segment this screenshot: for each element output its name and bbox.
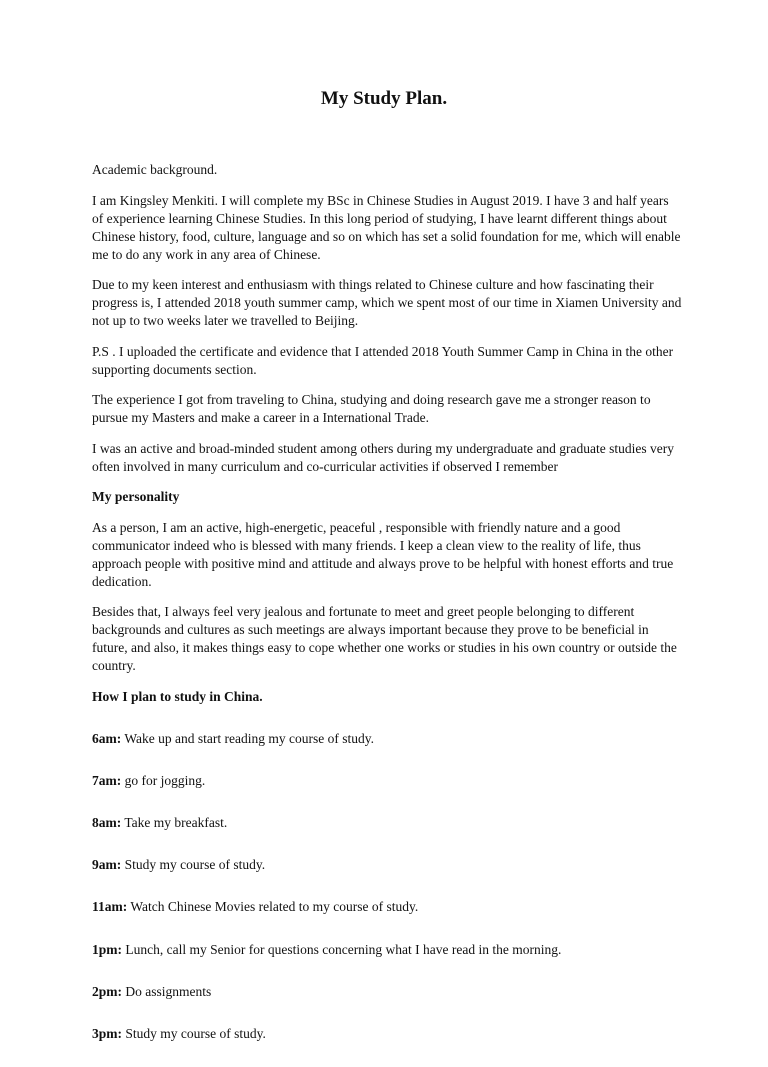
paragraph: P.S . I uploaded the certificate and evidence that I attended 2018 Youth Summer Camp in China in the other supporting documents section. [92,343,674,377]
section-heading-personality: My personality [92,489,180,504]
schedule-time: 11am: [92,899,128,915]
schedule-text: Study my course of study. [121,857,266,873]
schedule-text: Lunch, call my Senior for questions concerning what I have read in the morning. [122,941,562,957]
schedule-time: 7am: [92,772,122,788]
schedule-item [92,983,682,1013]
paragraph: Besides that, I always feel very jealous and fortunate to meet and greet people belonging to different backgrounds and cultures as such meetings are always important because they prove to be beneficial in future, and also, it makes things easy to cope whether one works or studies in his own country or outside the country. [92,604,677,673]
schedule-text: go for jogging. [121,772,206,788]
document-body [92,161,682,1067]
paragraph: As a person, I am an active, high-energetic, peaceful , responsible with friendly nature and a good communicator indeed who is blessed with many friends. I keep a clean view to the reality of life, thus approach people with positive mind and attitude and always prove to be helpful with honest efforts and true dedication. [92,519,674,589]
schedule-text: Do assignments [122,983,212,999]
schedule-time: 2pm: [92,983,122,999]
page-title: My Study Plan. [320,88,448,109]
section-heading-plan: How I plan to study in China. [92,688,263,704]
schedule-item [92,898,682,928]
paragraph: Due to my keen interest and enthusiasm with things related to Chinese culture and how fascinating their progress is, I attended 2018 youth summer camp, which we spent most of our time in Xiamen University and not up to two weeks later we travelled to Beijing. [92,277,682,328]
section-label-academic: Academic background. [92,162,218,177]
schedule-item [92,941,682,971]
schedule-time: 8am: [92,815,122,831]
paragraph: The experience I got from traveling to China, studying and doing research gave me a stronger reason to pursue my Masters and make a career in a International Trade. [92,392,651,425]
schedule-time: 6am: [92,730,122,746]
schedule-text: Wake up and start reading my course of study. [121,730,374,746]
schedule-text: Watch Chinese Movies related to my course of study. [127,899,419,915]
schedule-text: Take my breakfast. [121,815,228,831]
paragraph: I am Kingsley Menkiti. I will complete my BSc in Chinese Studies in August 2019. I have 3 and half years of experience learning Chinese Studies. In this long period of studying, I have learnt different things about Chinese history, food, culture, language and so on which has set a solid foundation for me, which will enable me to do any work in any area of Chinese. [92,192,681,262]
schedule-time: 9am: [92,857,122,873]
schedule-item [92,730,682,760]
schedule-item [92,772,682,802]
paragraph: I was an active and broad-minded student among others during my undergraduate and graduate studies very often involved in many curriculum and co-curricular activities if observed I remember [92,440,674,474]
schedule-item [92,814,682,844]
schedule-item [92,1025,682,1055]
schedule-item [92,856,682,886]
schedule-text: Study my course of study. [122,1026,266,1041]
schedule-time: 1pm: [92,941,122,957]
schedule-time: 3pm: [92,1026,122,1041]
